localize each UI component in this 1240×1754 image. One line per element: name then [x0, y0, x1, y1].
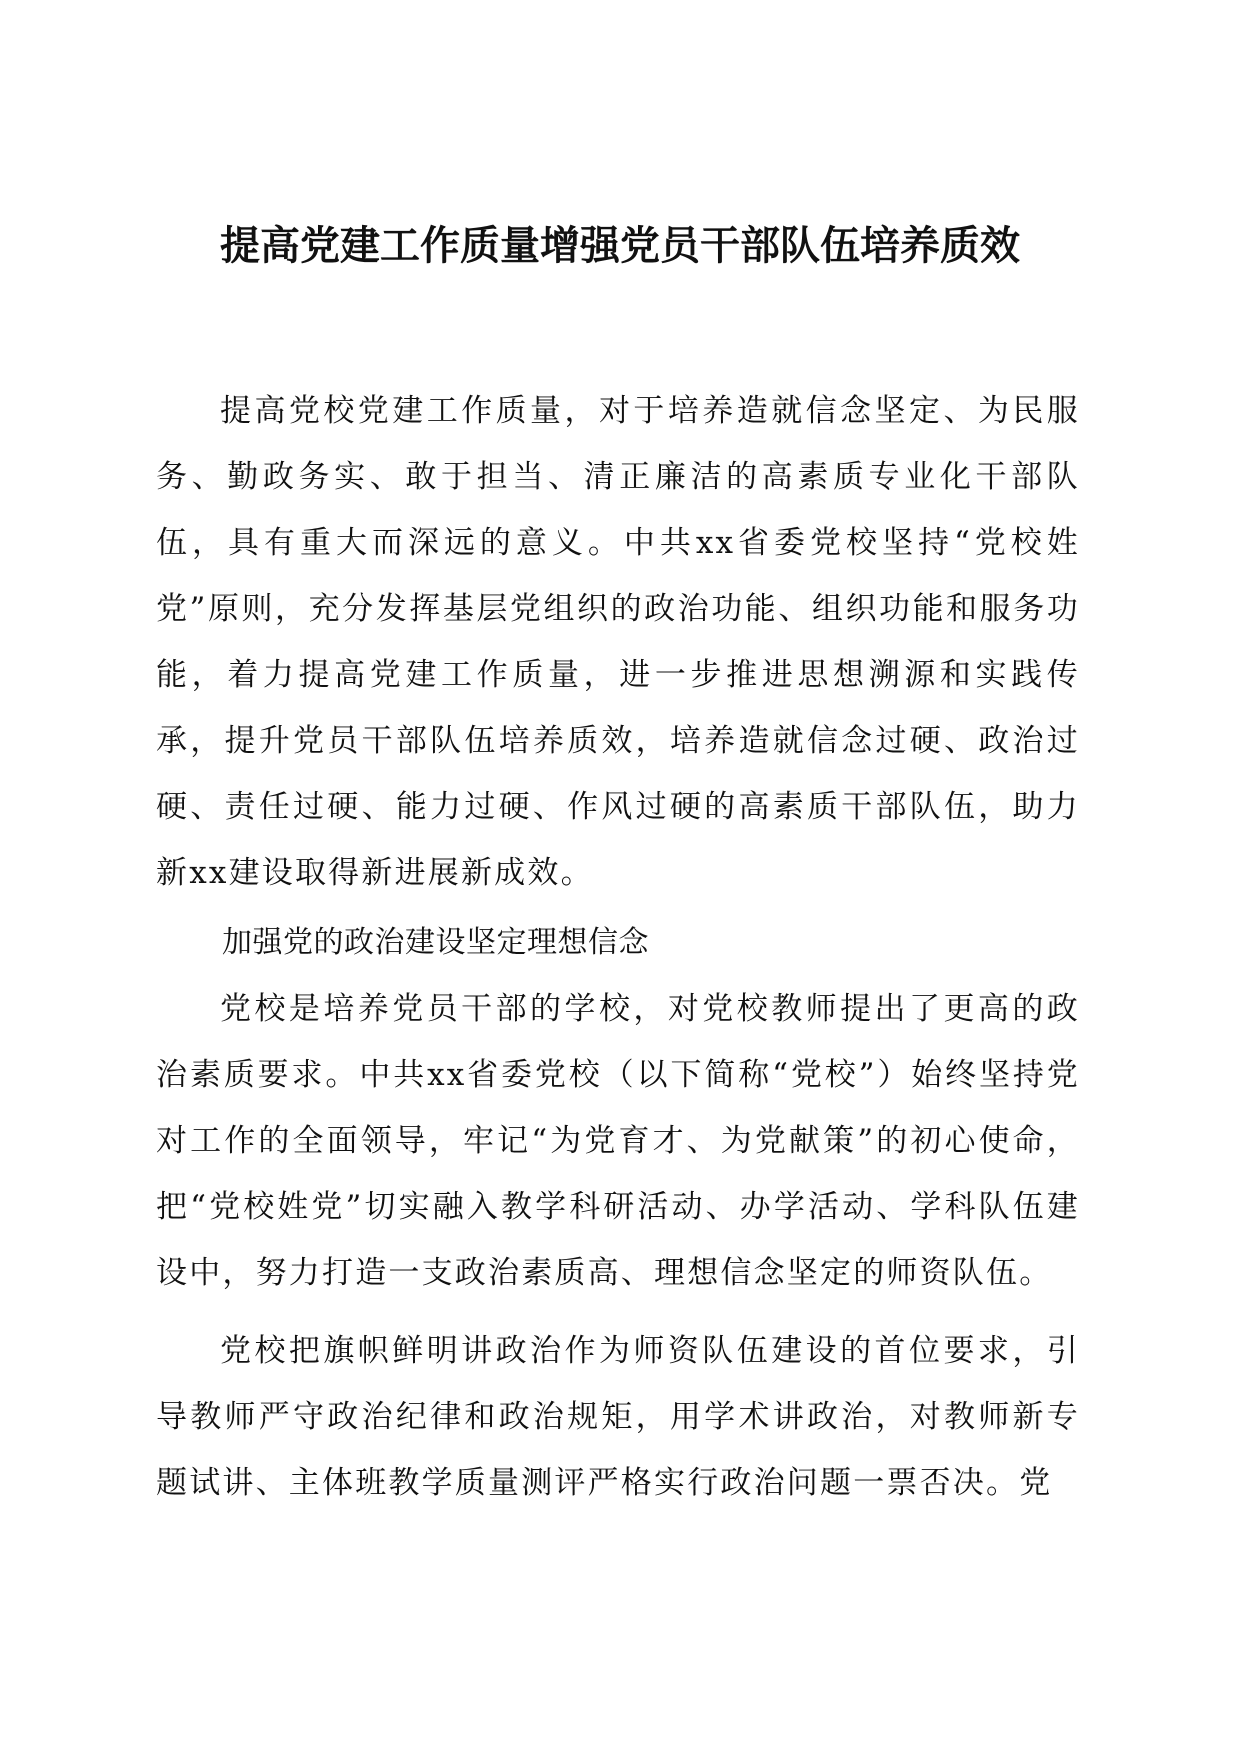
document-body: [156, 378, 1080, 1516]
section-paragraph-1: 党校是培养党员干部的学校，对党校教师提出了更高的政治素质要求。中共xx省委党校（以下简称“党校”）始终坚持党对工作的全面领导，牢记“为党育才、为党献策”的初心使命，把“党校姓党”切实融入教学科研活动、办学活动、学科队伍建设中，努力打造一支政治素质高、理想信念坚定的师资队伍。: [156, 991, 1080, 1291]
intro-paragraph: 提高党校党建工作质量，对于培养造就信念坚定、为民服务、勤政务实、敢于担当、清正廉洁的高素质专业化干部队伍，具有重大而深远的意义。中共xx省委党校坚持“党校姓党”原则，充分发挥基层党组织的政治功能、组织功能和服务功能，着力提高党建工作质量，进一步推进思想溯源和实践传承，提升党员干部队伍培养质效，培养造就信念过硬、政治过硬、责任过硬、能力过硬、作风过硬的高素质干部队伍，助力新xx建设取得新进展新成效。: [156, 393, 1080, 891]
section-heading: 加强党的政治建设坚定理想信念: [222, 925, 649, 960]
document-title: 提高党建工作质量增强党员干部队伍培养质效: [220, 222, 1020, 269]
section-paragraph-2: 党校把旗帜鲜明讲政治作为师资队伍建设的首位要求，引导教师严守政治纪律和政治规矩，用学术讲政治，对教师新专题试讲、主体班教学质量测评严格实行政治问题一票否决。党: [156, 1333, 1080, 1501]
